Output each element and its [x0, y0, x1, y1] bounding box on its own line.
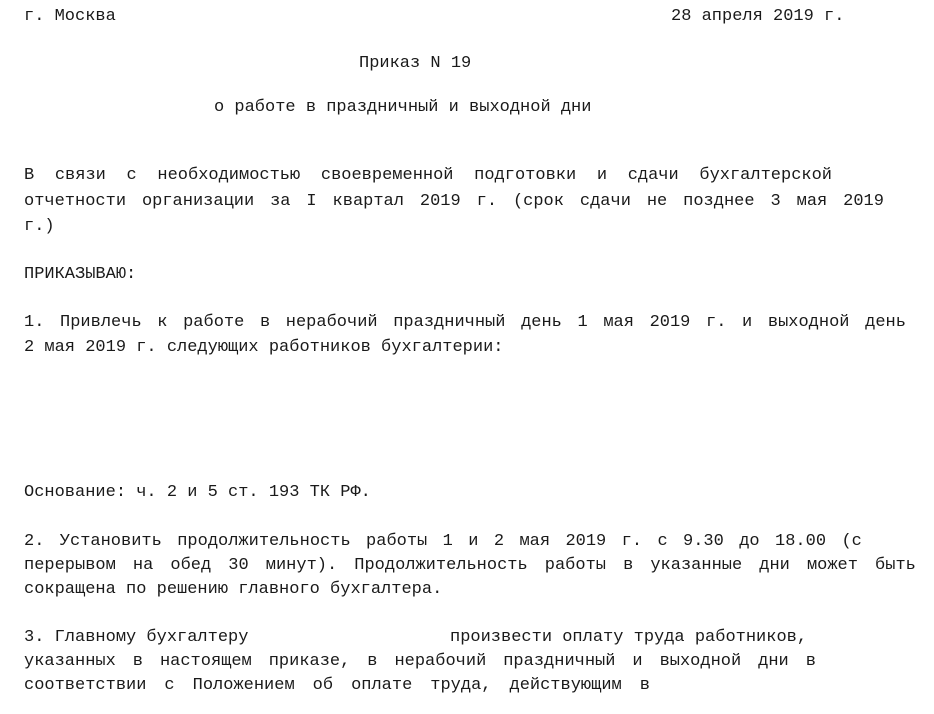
- word: дни: [758, 652, 789, 671]
- word: настоящем: [159, 652, 252, 671]
- word: до: [739, 532, 760, 551]
- word: 30: [228, 556, 249, 575]
- word: 2019: [565, 532, 607, 551]
- word: приказе,: [268, 652, 351, 671]
- word: обед: [170, 556, 212, 575]
- word: не: [646, 192, 668, 211]
- word: работы: [366, 532, 428, 551]
- word: в: [623, 556, 634, 575]
- word: г.: [621, 532, 643, 551]
- word: в: [805, 652, 816, 671]
- word: (срок: [512, 192, 564, 211]
- item-2-line-2: [24, 554, 916, 578]
- word: 1: [577, 313, 588, 332]
- preamble-line-1: [24, 164, 832, 188]
- item-3-line-1-start: 3. Главному бухгалтеру: [24, 628, 249, 647]
- word: I: [306, 192, 317, 211]
- word: мая: [603, 313, 634, 332]
- word: г.: [706, 313, 727, 332]
- word: связи: [54, 166, 106, 185]
- word: работы: [544, 556, 606, 575]
- word: быть: [875, 556, 916, 575]
- word: Продолжительность: [354, 556, 528, 575]
- word: В: [24, 166, 35, 185]
- word: в: [367, 652, 378, 671]
- word: выходной: [659, 652, 742, 671]
- word: в: [132, 652, 143, 671]
- word: в: [639, 676, 650, 695]
- word: необходимостью: [157, 166, 301, 185]
- word: г.: [476, 192, 498, 211]
- word: квартал: [332, 192, 404, 211]
- order-date: 28 апреля 2019 г.: [671, 7, 845, 26]
- word: своевременной: [320, 166, 454, 185]
- word: 2019: [419, 192, 461, 211]
- word: и: [596, 166, 608, 185]
- word: указанные: [650, 556, 743, 575]
- item-2-line-1: [24, 530, 862, 554]
- word: 2: [493, 532, 505, 551]
- word: с: [126, 166, 137, 185]
- item-1-line-1: [24, 311, 906, 335]
- word: (с: [841, 532, 862, 551]
- item-3-line-1-end: произвести оплату труда работников,: [450, 628, 808, 647]
- word: к: [157, 313, 168, 332]
- word: 1: [442, 532, 453, 551]
- word: праздничный: [393, 313, 506, 332]
- item-1-line-2: 2 мая 2019 г. следующих работников бухгалтерии:: [24, 338, 504, 357]
- word: с: [164, 676, 175, 695]
- word: продолжительность: [177, 532, 351, 551]
- word: 2019: [649, 313, 691, 332]
- word: 2019: [843, 192, 884, 211]
- word: 9.30: [683, 532, 724, 551]
- word: бухгалтерской: [699, 166, 832, 185]
- word: выходной: [767, 313, 850, 332]
- word: мая: [796, 192, 828, 211]
- word: 2.: [24, 532, 45, 551]
- word: соответствии: [24, 676, 147, 695]
- word: день: [865, 313, 906, 332]
- word: оплате: [351, 676, 413, 695]
- word: 3: [770, 192, 781, 211]
- word: на: [132, 556, 154, 575]
- word: указанных: [24, 652, 116, 671]
- order-subject: о работе в праздничный и выходной дни: [214, 98, 592, 117]
- word: за: [270, 192, 291, 211]
- word: сдачи: [627, 166, 679, 185]
- word: 18.00: [775, 532, 827, 551]
- item-3-line-3: [24, 674, 650, 698]
- command-heading: ПРИКАЗЫВАЮ:: [24, 265, 137, 284]
- item-2-line-3: сокращена по решению главного бухгалтера.: [24, 580, 443, 599]
- word: может: [806, 556, 858, 575]
- word: нерабочий: [285, 313, 378, 332]
- preamble-line-3: г.): [24, 217, 55, 236]
- word: Положением: [192, 676, 295, 695]
- word: труда,: [430, 676, 492, 695]
- word: организации: [141, 192, 255, 211]
- word: позднее: [683, 192, 755, 211]
- word: с: [657, 532, 668, 551]
- word: мая: [519, 532, 551, 551]
- preamble-line-2: [24, 190, 884, 214]
- word: праздничный: [503, 652, 616, 671]
- word: нерабочий: [394, 652, 487, 671]
- word: перерывом: [24, 556, 116, 575]
- word: отчетности: [24, 192, 127, 211]
- word: Установить: [59, 532, 162, 551]
- word: и: [742, 313, 753, 332]
- city: г. Москва: [24, 7, 116, 26]
- basis: Основание: ч. 2 и 5 ст. 193 ТК РФ.: [24, 483, 371, 502]
- word: минут).: [265, 556, 338, 575]
- word: и: [468, 532, 479, 551]
- word: и: [632, 652, 643, 671]
- word: подготовки: [474, 166, 577, 185]
- word: сдачи: [579, 192, 631, 211]
- word: действующим: [509, 676, 622, 695]
- word: работе: [183, 313, 245, 332]
- word: в: [259, 313, 271, 332]
- word: день: [521, 313, 562, 332]
- word: дни: [759, 556, 790, 575]
- word: об: [312, 676, 334, 695]
- word: 1.: [24, 313, 45, 332]
- item-3-line-2: [24, 650, 816, 674]
- order-title: Приказ N 19: [359, 54, 472, 73]
- word: Привлечь: [60, 313, 142, 332]
